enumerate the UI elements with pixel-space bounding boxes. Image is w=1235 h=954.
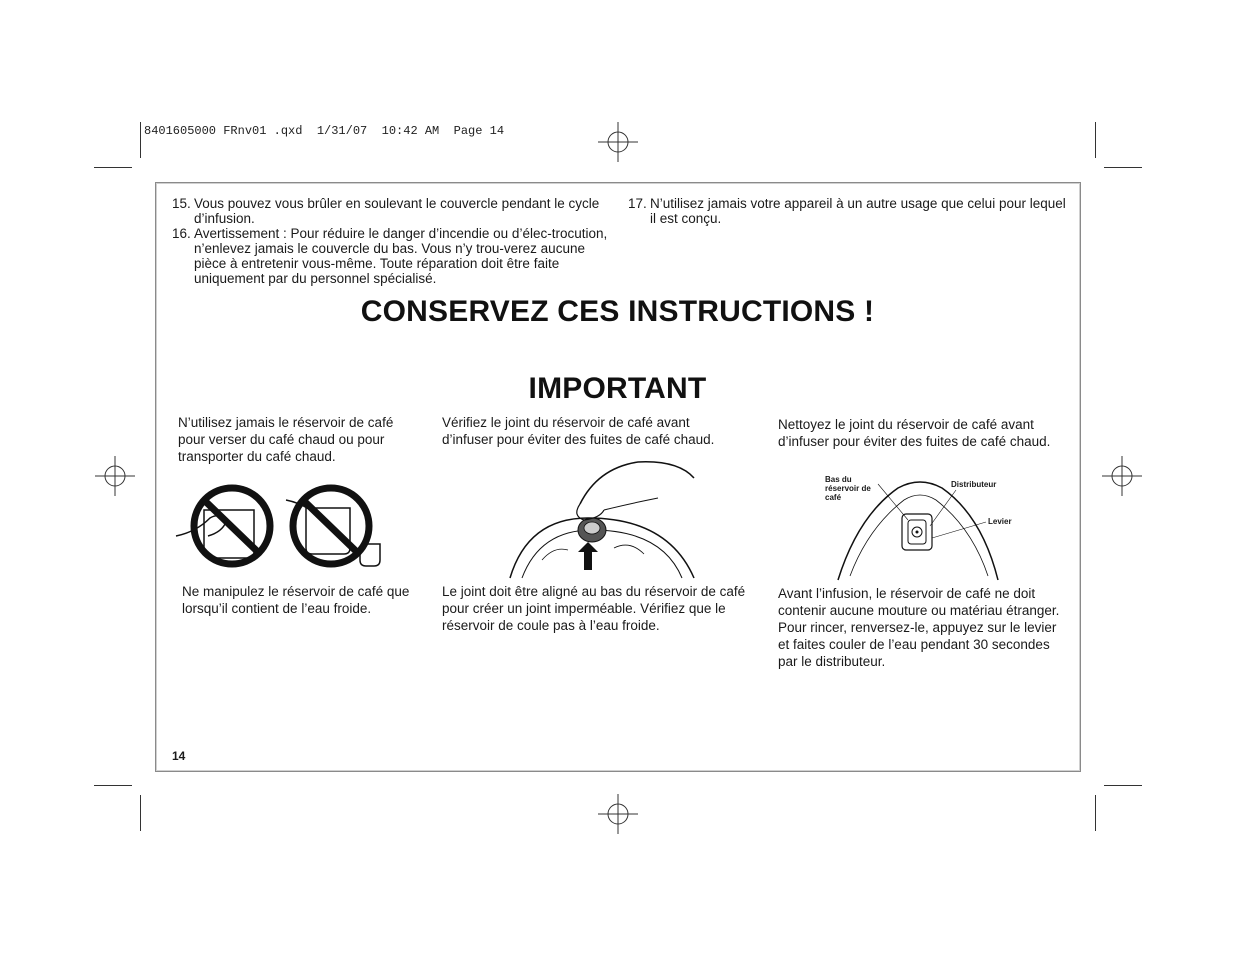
crop-mark: [94, 167, 132, 168]
crop-mark: [1104, 167, 1142, 168]
column-2-bottom-text: Le joint doit être aligné au bas du réservoir de café pour créer un joint imperméable. Vérifiez que le réservoir de coule pas à l’eau froide.: [442, 584, 746, 633]
column-3-bottom-text: Avant l’infusion, le réservoir de café ne doit contenir aucune mouture ou matériau étranger. Pour rincer, renversez-le, appuyez sur le levier et faites couler de l’eau pendant 30 secondes par le distributeur.: [778, 586, 1060, 669]
label-distributeur: Distributeur: [951, 480, 997, 489]
printer-slug: 8401605000 FRnv01 .qxd 1/31/07 10:42 AM Page 14: [144, 124, 505, 138]
page-number: 14: [172, 749, 186, 763]
instruction-item: 15. Vous pouvez vous brûler en soulevant le couvercle pendant le cycle d’infusion.: [172, 196, 600, 226]
label-bas-du-reservoir: Bas du réservoir de café: [825, 475, 871, 502]
column-1-top-text: N’utilisez jamais le réservoir de café pour verser du café chaud ou pour transporter du café chaud.: [178, 415, 394, 464]
crop-mark: [140, 795, 141, 831]
label-levier: Levier: [988, 517, 1012, 526]
crop-mark: [94, 785, 132, 786]
instructions-right: [628, 196, 1068, 226]
crop-mark: [1095, 795, 1096, 831]
crop-mark: [1104, 785, 1142, 786]
column-3-top-text: Nettoyez le joint du réservoir de café avant d’infuser pour éviter des fuites de café chaud.: [778, 417, 1051, 449]
registration-mark-icon: [1102, 456, 1142, 496]
crop-mark: [140, 122, 141, 158]
instruction-item: 16. Avertissement : Pour réduire le danger d’incendie ou d’élec-trocution, n’enlevez jamais le couvercle du bas. Vous n’y trou-verez aucune pièce à entretenir vous-même. Toute réparation doit être faite uniquement par du personnel spécialisé.: [172, 226, 608, 286]
instructions-left: [172, 196, 612, 286]
registration-mark-icon: [598, 794, 638, 834]
registration-mark-icon: [598, 122, 638, 162]
crop-mark: [1095, 122, 1096, 158]
column-2-top-text: Vérifiez le joint du réservoir de café avant d’infuser pour éviter des fuites de café chaud.: [442, 415, 715, 447]
registration-mark-icon: [95, 456, 135, 496]
gasket-check-icon: [508, 458, 698, 578]
save-instructions-heading: CONSERVEZ CES INSTRUCTIONS !: [360, 295, 875, 328]
column-1-bottom-text: Ne manipulez le réservoir de café que lorsqu’il contient de l’eau froide.: [182, 584, 410, 616]
no-pour-carafe-icon: [176, 480, 388, 572]
instruction-item: 17. N’utilisez jamais votre appareil à un autre usage que celui pour lequel il est conçu.: [628, 196, 1066, 226]
important-heading: IMPORTANT: [528, 372, 707, 405]
